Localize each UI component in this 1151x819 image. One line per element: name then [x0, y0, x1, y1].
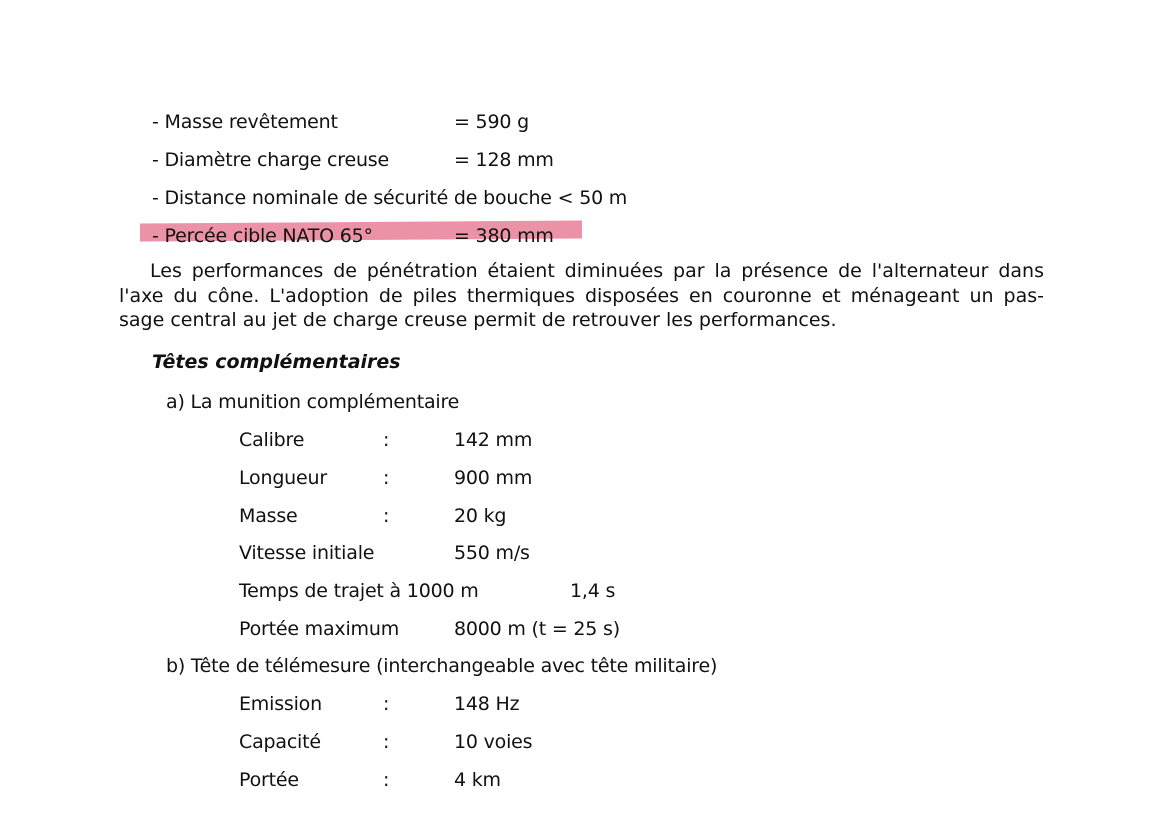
- spec-value: = 590 g: [454, 111, 529, 133]
- row-label: Calibre: [239, 429, 305, 451]
- spec-label: - Masse revêtement: [152, 111, 338, 133]
- subsection-title-b: b) Tête de télémesure (interchangeable avec tête militaire): [166, 655, 718, 677]
- row-label: Vitesse initiale: [239, 542, 375, 564]
- row-value: 1,4 s: [570, 580, 616, 602]
- row-label: Masse: [239, 505, 298, 527]
- row-label: Longueur: [239, 467, 327, 489]
- row-separator: :: [383, 505, 390, 527]
- row-value: 20 kg: [454, 505, 507, 527]
- row-label: Portée maximum: [239, 618, 400, 640]
- subsection-title-a: a) La munition complémentaire: [166, 391, 460, 413]
- spec-label: - Distance nominale de sécurité de bouche < 50 m: [152, 187, 628, 209]
- row-value: 900 mm: [454, 467, 533, 489]
- section-heading: Têtes complémentaires: [152, 351, 401, 373]
- row-label: Temps de trajet à 1000 m: [239, 580, 479, 602]
- row-separator: :: [383, 467, 390, 489]
- row-value: 4 km: [454, 769, 501, 791]
- row-value: 550 m/s: [454, 542, 530, 564]
- row-separator: :: [383, 693, 390, 715]
- spec-value: = 128 mm: [454, 149, 554, 171]
- row-value: 8000 m (t = 25 s): [454, 618, 620, 640]
- spec-value: = 380 mm: [454, 225, 554, 247]
- row-separator: :: [383, 429, 390, 451]
- row-separator: :: [383, 769, 390, 791]
- spec-label: - Diamètre charge creuse: [152, 149, 389, 171]
- row-label: Portée: [239, 769, 299, 791]
- spec-label: - Percée cible NATO 65°: [152, 225, 373, 247]
- paragraph-line: Les performances de pénétration étaient diminuées par la présence de l'alternateur dans: [150, 260, 1044, 282]
- body-paragraph: [119, 259, 1044, 333]
- paragraph-line: l'axe du cône. L'adoption de piles thermiques disposées en couronne et ménageant un pas-: [119, 284, 1044, 307]
- row-label: Capacité: [239, 731, 321, 753]
- row-value: 148 Hz: [454, 693, 520, 715]
- row-value: 142 mm: [454, 429, 533, 451]
- row-label: Emission: [239, 693, 322, 715]
- row-value: 10 voies: [454, 731, 533, 753]
- paragraph-line: sage central au jet de charge creuse permit de retrouver les performances.: [119, 309, 837, 331]
- row-separator: :: [383, 731, 390, 753]
